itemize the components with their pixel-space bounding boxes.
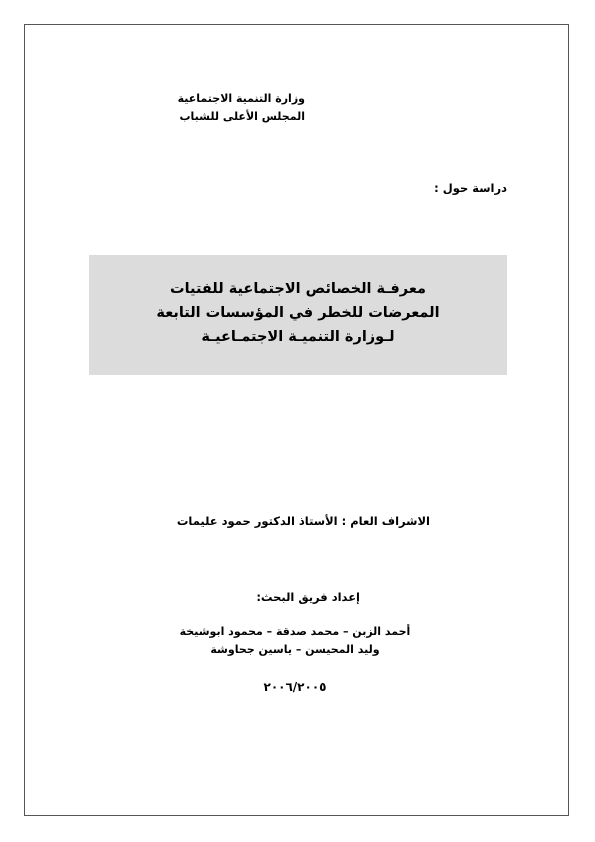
title-line-1: معرفـة الخصائص الاجتماعية للفتيات bbox=[170, 281, 426, 297]
members-line-2: وليد المحيسن – ياسين جحاوشة bbox=[210, 643, 380, 656]
ministry-header bbox=[178, 90, 305, 126]
council-name: المجلس الأعلى للشباب bbox=[179, 110, 305, 123]
title-box bbox=[89, 255, 507, 375]
members-line-1: أحمد الزبن – محمد صدقة – محمود ابوشيخة bbox=[179, 625, 411, 638]
ministry-name: وزارة التنمية الاجتماعية bbox=[177, 92, 305, 105]
team-members bbox=[160, 623, 430, 659]
academic-year: ٢٠٠٦/٢٠٠٥ bbox=[263, 680, 327, 694]
page-border bbox=[24, 24, 569, 816]
study-label: دراسة حول : bbox=[434, 181, 507, 195]
document-title bbox=[89, 277, 507, 349]
title-line-3: لـوزارة التنميـة الاجتمـاعيـة bbox=[201, 329, 395, 345]
supervision-line: الاشراف العام : الأستاذ الدكتور حمود عليمات bbox=[176, 514, 430, 528]
team-label: إعداد فريق البحث: bbox=[256, 590, 360, 604]
title-line-2: المعرضات للخطر في المؤسسات التابعة bbox=[156, 305, 440, 321]
